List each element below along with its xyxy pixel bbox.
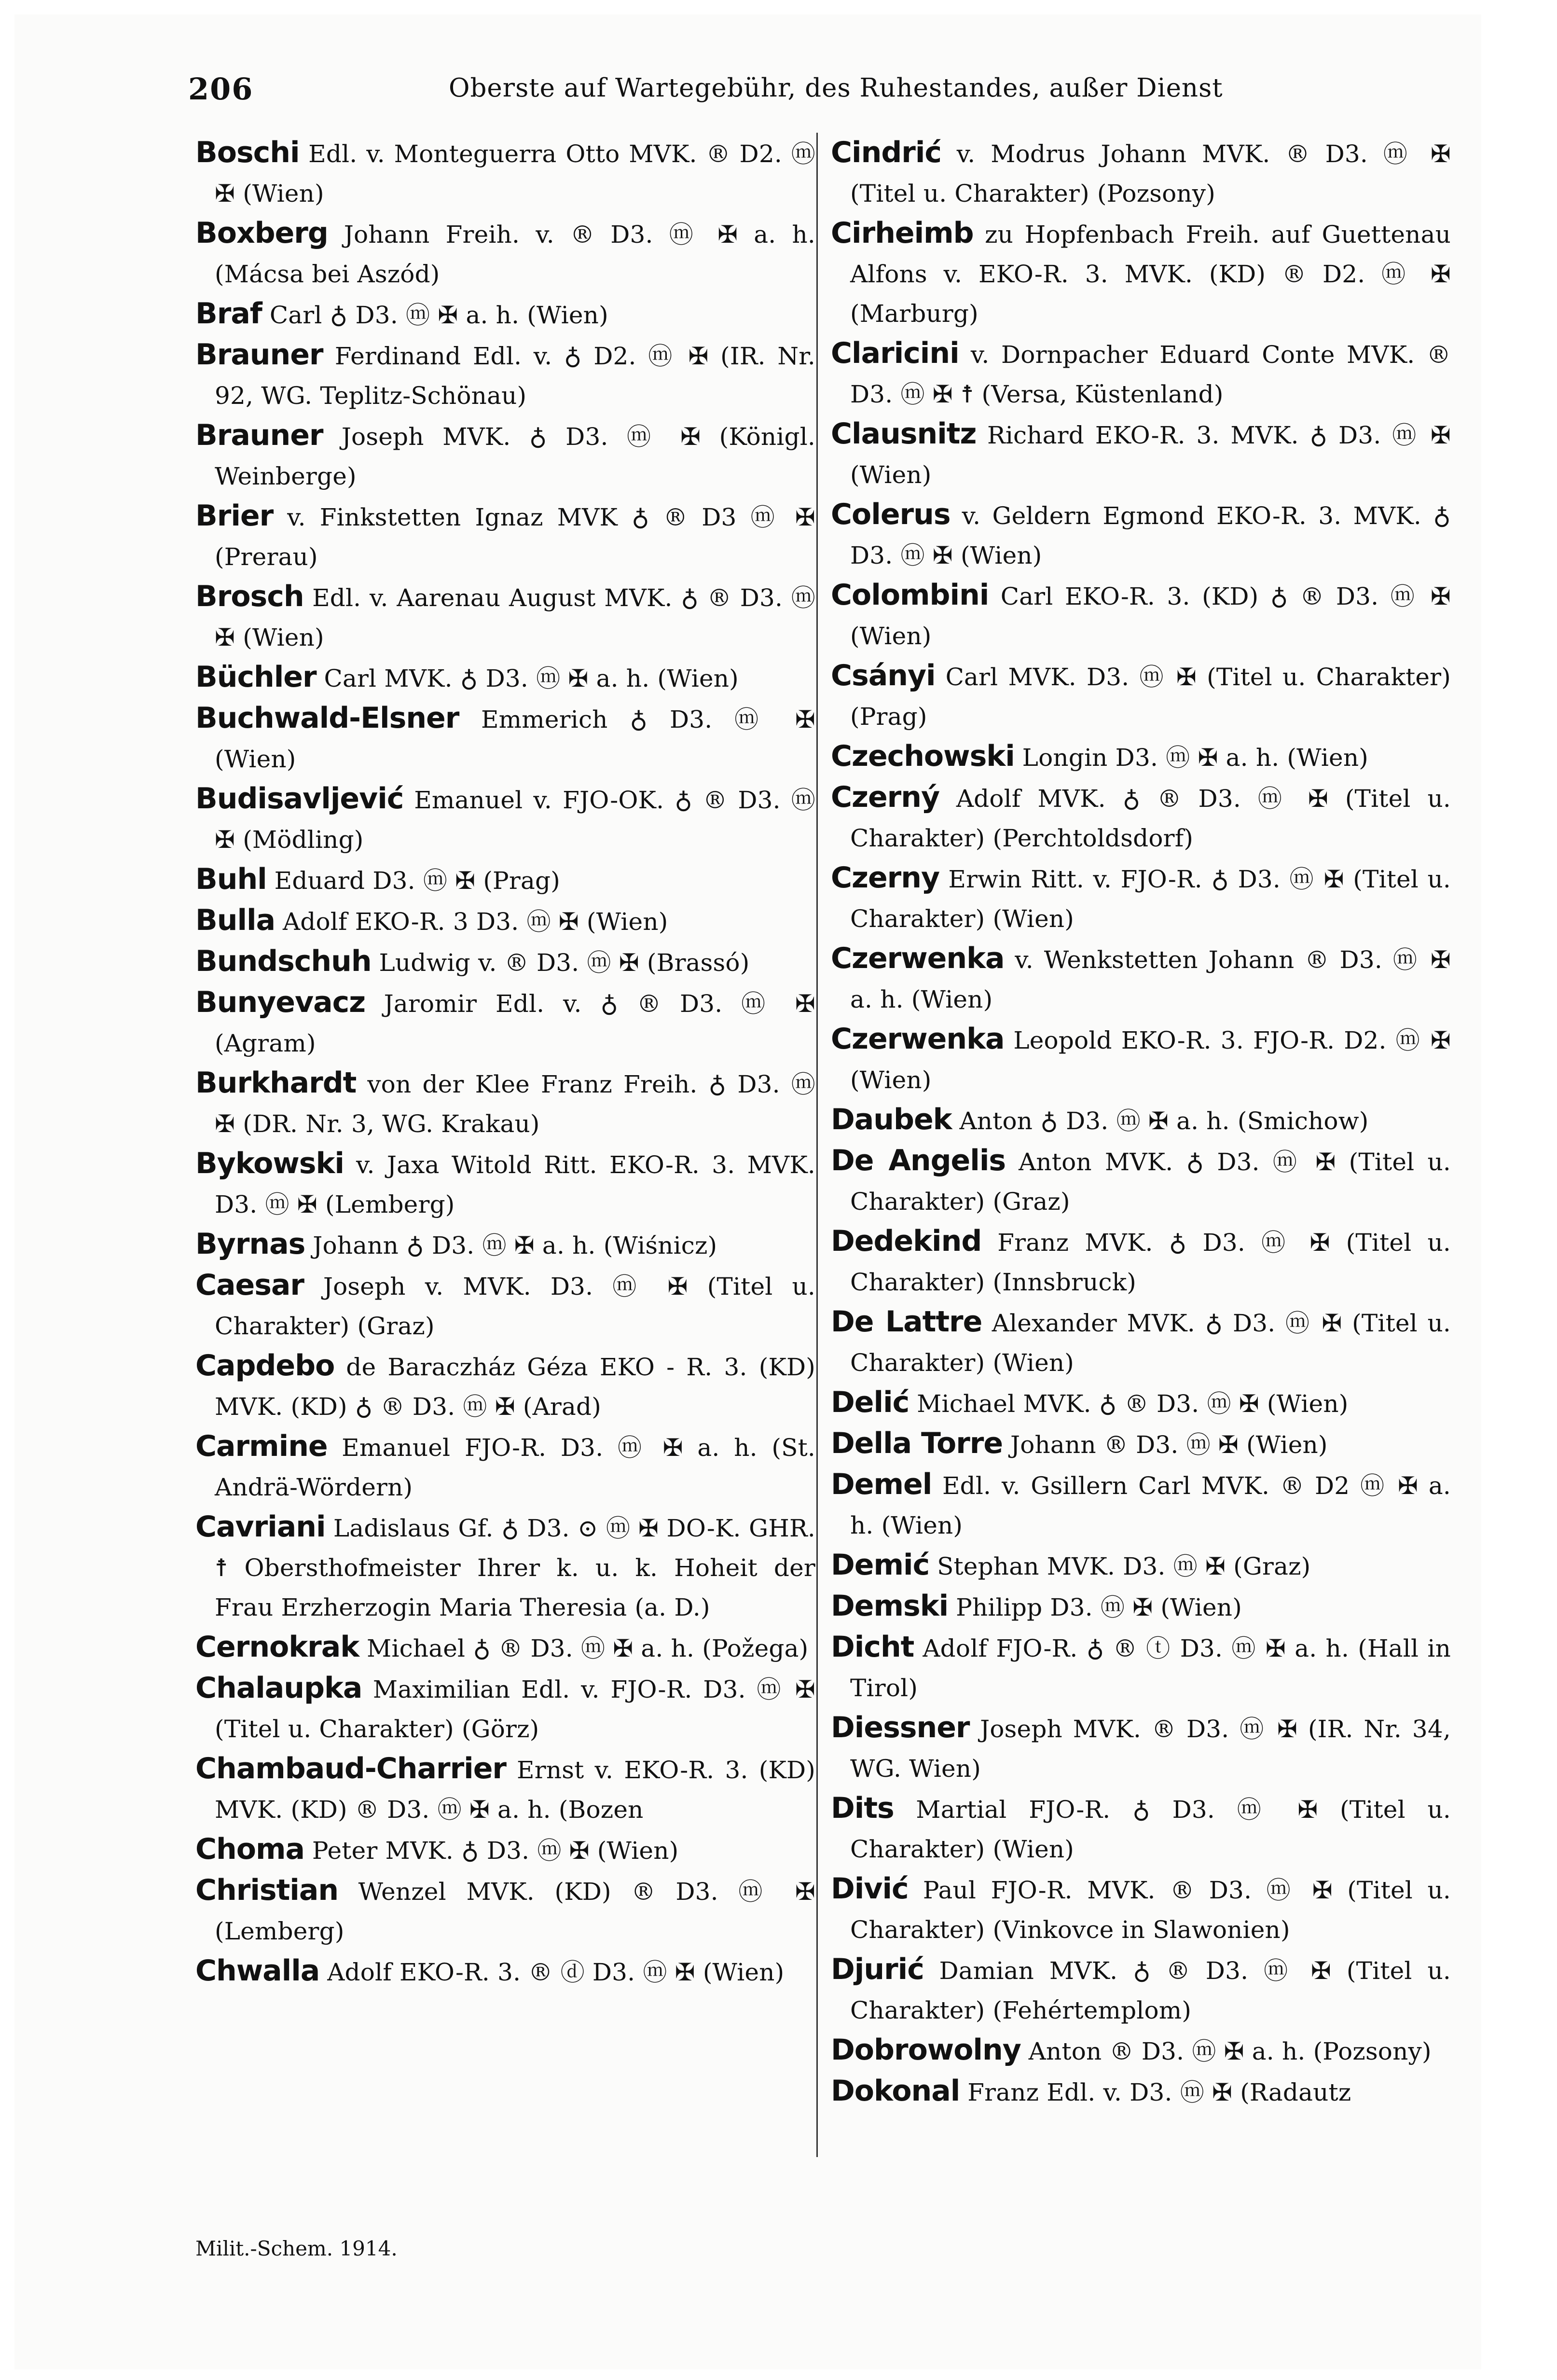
left-column (195, 133, 815, 1992)
register-entry (195, 1829, 815, 1870)
entry-surname: Choma (195, 1832, 304, 1866)
entry-details: Ladislaus Gf. ♁ D3. ⊙ ⓜ ✠ DO-K. GHR. ☨ Obersthofmeister Ihrer k. u. k. Hoheit der Frau Erzherzogin Maria Theresia (a. D.) (215, 1514, 815, 1621)
entry-surname: Bundschuh (195, 944, 372, 978)
register-entry (831, 1545, 1451, 1586)
entry-surname: Büchler (195, 660, 317, 694)
entry-surname: Divić (831, 1872, 909, 1906)
entry-surname: Bykowski (195, 1147, 344, 1180)
entry-details: Adolf EKO-R. 3. ® ⓓ D3. ⓜ ✠ (Wien) (327, 1958, 785, 1986)
entry-surname: Czechowski (831, 739, 1015, 773)
entry-details: Carl ♁ D3. ⓜ ✠ a. h. (Wien) (269, 301, 608, 329)
entry-surname: Cavriani (195, 1510, 326, 1544)
entry-details: Edl. v. Monteguerra Otto MVK. ® D2. ⓜ ✠ (Wien) (215, 140, 815, 208)
entry-details: Michael ♁ ® D3. ⓜ ✠ a. h. (Požega) (367, 1634, 809, 1662)
entry-surname: Brauner (195, 418, 323, 452)
entry-surname: Della Torre (831, 1426, 1003, 1460)
register-entry (831, 656, 1451, 736)
entry-surname: Burkhardt (195, 1066, 357, 1100)
entry-surname: Boxberg (195, 216, 328, 250)
entry-details: v. Wenkstetten Johann ® D3. ⓜ ✠ a. h. (Wien) (850, 946, 1451, 1013)
register-entry (195, 1627, 815, 1668)
entry-surname: Colerus (831, 498, 951, 531)
register-entry (195, 335, 815, 415)
register-entry (195, 1870, 815, 1951)
entry-surname: Braf (195, 297, 262, 331)
register-entry (195, 1668, 815, 1749)
entry-details: Franz MVK. ♁ D3. ⓜ ✠ (Titel u. Charakter) (Innsbruck) (850, 1229, 1451, 1296)
entry-details: Wenzel MVK. (KD) ® D3. ⓜ ✠ (Lemberg) (215, 1878, 815, 1945)
entry-surname: Czerwenka (831, 941, 1005, 975)
entry-details: Adolf FJO-R. ♁ ® ⓣ D3. ⓜ ✠ a. h. (Hall in Tirol) (850, 1634, 1451, 1702)
entry-surname: Budisavljević (195, 782, 404, 816)
entry-surname: Dedekind (831, 1224, 982, 1258)
entry-surname: Colombini (831, 578, 989, 612)
register-entry (195, 900, 815, 941)
entry-details: Johann ♁ D3. ⓜ ✠ a. h. (Wiśnicz) (313, 1232, 717, 1259)
entry-surname: Brier (195, 499, 274, 533)
register-entry (195, 1144, 815, 1224)
register-entry (195, 657, 815, 698)
running-head: Oberste auf Wartegebühr, des Ruhestandes, außer Dienst (449, 73, 1223, 103)
entry-details: Alexander MVK. ♁ D3. ⓜ ✠ (Titel u. Charakter) (Wien) (850, 1309, 1451, 1377)
register-entry (831, 858, 1451, 939)
entry-surname: Bulla (195, 903, 276, 937)
entry-details: Johann ® D3. ⓜ ✠ (Wien) (1010, 1431, 1328, 1459)
register-entry (831, 1950, 1451, 2030)
entry-surname: Czerný (831, 780, 940, 814)
entry-surname: De Angelis (831, 1144, 1006, 1177)
register-entry (831, 1383, 1451, 1424)
register-entry (831, 1019, 1451, 1100)
entry-details: Erwin Ritt. v. FJO-R. ♁ D3. ⓜ ✠ (Titel u. Charakter) (Wien) (850, 865, 1451, 933)
register-entry (831, 1708, 1451, 1788)
entry-details: Peter MVK. ♁ D3. ⓜ ✠ (Wien) (312, 1837, 679, 1865)
entry-details: Adolf EKO-R. 3 D3. ⓜ ✠ (Wien) (282, 908, 668, 936)
entry-surname: Daubek (831, 1103, 952, 1136)
entry-details: Leopold EKO-R. 3. FJO-R. D2. ⓜ ✠ (Wien) (850, 1026, 1451, 1094)
register-entry (195, 1063, 815, 1144)
page-number: 206 (188, 71, 254, 107)
entry-surname: Chambaud-Charrier (195, 1752, 507, 1785)
entry-surname: Dicht (831, 1630, 914, 1664)
entry-surname: Cirheimb (831, 216, 974, 250)
entry-details: Maximilian Edl. v. FJO-R. D3. ⓜ ✠ (Titel u. Charakter) (Görz) (215, 1675, 815, 1743)
register-entry (831, 1627, 1451, 1708)
entry-details: Emmerich ♁ D3. ⓜ ✠ (Wien) (215, 706, 815, 773)
register-entry (195, 133, 815, 213)
register-entry (195, 577, 815, 657)
register-entry (195, 941, 815, 982)
register-entry (831, 736, 1451, 777)
entry-details: zu Hopfenbach Freih. auf Guettenau Alfons v. EKO-R. 3. MVK. (KD) ® D2. ⓜ ✠ (Marburg) (850, 221, 1451, 328)
entry-details: Stephan MVK. D3. ⓜ ✠ (Graz) (937, 1552, 1311, 1580)
entry-details: Longin D3. ⓜ ✠ a. h. (Wien) (1022, 744, 1368, 772)
entry-surname: Dobrowolny (831, 2033, 1021, 2067)
register-entry (195, 1265, 815, 1346)
register-entry (831, 1424, 1451, 1465)
register-entry (195, 213, 815, 294)
register-entry (195, 1426, 815, 1507)
entry-surname: Caesar (195, 1268, 304, 1302)
register-entry (195, 1224, 815, 1265)
register-entry (195, 1346, 815, 1426)
register-entry (831, 333, 1451, 414)
entry-details: Emanuel FJO-R. D3. ⓜ ✠ a. h. (St. Andrä-Wördern) (215, 1434, 815, 1501)
entry-surname: Claricini (831, 336, 959, 370)
entry-surname: Boschi (195, 136, 300, 169)
entry-details: von der Klee Franz Freih. ♁ D3. ⓜ ✠ (DR. Nr. 3, WG. Krakau) (215, 1070, 815, 1138)
entry-surname: Clausnitz (831, 417, 977, 451)
entry-details: Damian MVK. ♁ ® D3. ⓜ ✠ (Titel u. Charakter) (Fehértemplom) (850, 1957, 1451, 2024)
entry-surname: Csányi (831, 659, 936, 692)
entry-surname: Buchwald-Elsner (195, 701, 459, 735)
entry-surname: Cernokrak (195, 1630, 359, 1664)
register-entry (831, 1302, 1451, 1383)
entry-details: v. Finkstetten Ignaz MVK ♁ ® D3 ⓜ ✠ (Prerau) (215, 503, 815, 571)
entry-surname: Brauner (195, 338, 323, 372)
entry-surname: Czerwenka (831, 1022, 1005, 1056)
entry-surname: Cindrić (831, 136, 941, 169)
entry-details: Anton ® D3. ⓜ ✠ a. h. (Pozsony) (1028, 2037, 1432, 2065)
register-entry (831, 777, 1451, 858)
register-entry (195, 1507, 815, 1627)
entry-surname: Czerny (831, 861, 940, 895)
register-entry (831, 1100, 1451, 1141)
entry-surname: Demel (831, 1467, 932, 1501)
entry-surname: Diessner (831, 1711, 970, 1744)
register-entry (195, 779, 815, 859)
entry-surname: De Lattre (831, 1305, 982, 1339)
entry-surname: Capdebo (195, 1349, 335, 1383)
entry-surname: Carmine (195, 1429, 328, 1463)
entry-details: Edl. v. Aarenau August MVK. ♁ ® D3. ⓜ ✠ (Wien) (215, 584, 815, 651)
entry-surname: Dits (831, 1791, 894, 1825)
entry-details: Philipp D3. ⓜ ✠ (Wien) (956, 1593, 1242, 1621)
register-entry (195, 1749, 815, 1829)
register-entry (195, 415, 815, 496)
entry-details: v. Jaxa Witold Ritt. EKO-R. 3. MVK. D3. ⓜ ✠ (Lemberg) (215, 1151, 815, 1218)
entry-details: Johann Freih. v. ® D3. ⓜ ✠ a. h. (Mácsa bei Aszód) (215, 221, 815, 288)
entry-details: Ludwig v. ® D3. ⓜ ✠ (Brassó) (379, 949, 750, 977)
entry-surname: Chwalla (195, 1954, 320, 1988)
entry-details: Jaromir Edl. v. ♁ ® D3. ⓜ ✠ (Agram) (215, 990, 815, 1057)
entry-details: v. Modrus Johann MVK. ® D3. ⓜ ✠ (Titel u. Charakter) (Pozsony) (850, 140, 1451, 208)
entry-surname: Christian (195, 1873, 339, 1907)
entry-details: Carl EKO-R. 3. (KD) ♁ ® D3. ⓜ ✠ (Wien) (850, 582, 1451, 650)
column-divider (816, 133, 818, 2157)
entry-details: Joseph MVK. ® D3. ⓜ ✠ (IR. Nr. 34, WG. Wien) (850, 1715, 1451, 1783)
entry-surname: Brosch (195, 580, 304, 613)
register-entry (195, 698, 815, 779)
entry-details: de Baraczház Géza EKO - R. 3. (KD) MVK. (KD) ♁ ® D3. ⓜ ✠ (Arad) (215, 1353, 815, 1421)
entry-details: Edl. v. Gsillern Carl MVK. ® D2 ⓜ ✠ a. h. (Wien) (850, 1472, 1451, 1539)
entry-details: Anton MVK. ♁ D3. ⓜ ✠ (Titel u. Charakter) (Graz) (850, 1148, 1451, 1216)
entry-surname: Bunyevacz (195, 985, 366, 1019)
register-entry (831, 575, 1451, 656)
entry-surname: Chalaupka (195, 1671, 362, 1705)
register-entry (831, 1788, 1451, 1869)
entry-surname: Demić (831, 1548, 930, 1582)
entry-details: Adolf MVK. ♁ ® D3. ⓜ ✠ (Titel u. Charakter) (Perchtoldsdorf) (850, 785, 1451, 852)
register-entry (831, 939, 1451, 1019)
register-entry (831, 1465, 1451, 1545)
entry-details: Emanuel v. FJO-OK. ♁ ® D3. ⓜ ✠ (Mödling) (215, 786, 815, 854)
entry-details: Michael MVK. ♁ ® D3. ⓜ ✠ (Wien) (917, 1390, 1349, 1418)
entry-details: Ernst v. EKO-R. 3. (KD) MVK. (KD) ® D3. ⓜ ✠ a. h. (Bozen (215, 1756, 815, 1824)
entry-details: Richard EKO-R. 3. MVK. ♁ D3. ⓜ ✠ (Wien) (850, 421, 1451, 489)
entry-details: Joseph v. MVK. D3. ⓜ ✠ (Titel u. Charakter) (Graz) (215, 1273, 815, 1340)
entry-surname: Djurić (831, 1952, 924, 1986)
book-page (14, 14, 1481, 2369)
entry-surname: Delić (831, 1385, 909, 1419)
entry-surname: Dokonal (831, 2074, 960, 2108)
register-entry (195, 1951, 815, 1992)
entry-details: Franz Edl. v. D3. ⓜ ✠ (Radautz (967, 2078, 1351, 2106)
register-entry (195, 859, 815, 900)
entry-details: Carl MVK. ♁ D3. ⓜ ✠ a. h. (Wien) (324, 664, 739, 692)
entry-details: v. Geldern Egmond EKO-R. 3. MVK. ♁ D3. ⓜ ✠ (Wien) (850, 502, 1451, 569)
entry-details: v. Dornpacher Eduard Conte MVK. ® D3. ⓜ ✠ ☨ (Versa, Küstenland) (850, 341, 1451, 408)
entry-details: Martial FJO-R. ♁ D3. ⓜ ✠ (Titel u. Charakter) (Wien) (850, 1796, 1451, 1863)
entry-surname: Demski (831, 1589, 949, 1623)
right-column (831, 133, 1451, 2112)
entry-details: Ferdinand Edl. v. ♁ D2. ⓜ ✠ (IR. Nr. 92, WG. Teplitz-Schönau) (215, 342, 815, 410)
entry-details: Carl MVK. D3. ⓜ ✠ (Titel u. Charakter) (Prag) (850, 663, 1451, 731)
register-entry (195, 496, 815, 577)
footnote: Milit.-Schem. 1914. (195, 2237, 398, 2260)
entry-details: Joseph MVK. ♁ D3. ⓜ ✠ (Königl. Weinberge) (215, 423, 815, 490)
entry-details: Paul FJO-R. MVK. ® D3. ⓜ ✠ (Titel u. Charakter) (Vinkovce in Slawonien) (850, 1876, 1451, 1944)
register-entry (831, 213, 1451, 333)
register-entry (195, 294, 815, 335)
register-entry (195, 982, 815, 1063)
register-entry (831, 1141, 1451, 1221)
register-entry (831, 1221, 1451, 1302)
register-entry (831, 495, 1451, 575)
entry-surname: Buhl (195, 862, 267, 896)
register-entry (831, 1586, 1451, 1627)
entry-details: Anton ♁ D3. ⓜ ✠ a. h. (Smichow) (959, 1107, 1369, 1135)
register-entry (831, 2071, 1451, 2112)
entry-details: Eduard D3. ⓜ ✠ (Prag) (274, 867, 560, 895)
register-entry (831, 414, 1451, 495)
register-entry (831, 1869, 1451, 1950)
register-entry (831, 2030, 1451, 2071)
entry-surname: Byrnas (195, 1227, 305, 1261)
register-entry (831, 133, 1451, 213)
